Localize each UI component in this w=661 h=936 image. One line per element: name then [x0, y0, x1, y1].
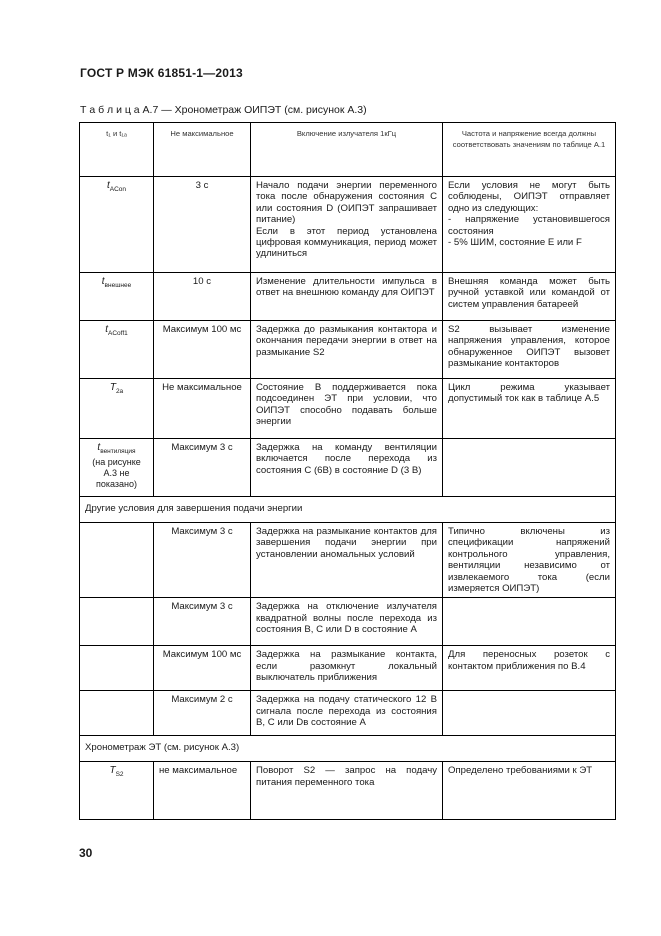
value-cell: Максимум 3 с: [154, 523, 251, 598]
description-cell: Задержка на отключение излучателя квадратной волны после перехода из состояния В, С или D в состояние А: [251, 598, 443, 646]
table-row: [80, 762, 616, 820]
section-heading-row: [80, 497, 616, 523]
description-cell: Изменение длительности импульса в ответ на внешнюю команду для ОИПЭТ: [251, 273, 443, 321]
comment-cell: Типично включены из спецификации напряжений контрольного управления, вентиляции независимо от извлекаемого тока (если измеряется ОИПЭТ): [443, 523, 616, 598]
header-col4: Частота и напряжение всегда должны соответствовать значениям по таблице А.1: [443, 123, 616, 177]
description-cell: Задержка на команду вентиляции включается после перехода из состояния С (6В) в состояние D (3 В): [251, 439, 443, 497]
header-col2: Не максимальное: [154, 123, 251, 177]
symbol-cell: $t_{ACoff1}$: [80, 321, 154, 379]
header-col3: Включение излучателя 1кГц: [251, 123, 443, 177]
symbol-cell: $T_{2a}$: [80, 379, 154, 439]
table-caption: Т а б л и ц а А.7 — Хронометраж ОИПЭТ (см. рисунок А.3): [80, 104, 367, 116]
symbol-cell: $t_{внешнее}$: [80, 273, 154, 321]
value-cell: Максимум 3 с: [154, 439, 251, 497]
value-cell: Максимум 3 с: [154, 598, 251, 646]
description-cell: Состояние В поддерживается пока подсоединен ЭТ при условии, что ОИПЭТ способно подавать больше энергии: [251, 379, 443, 439]
table-row: [80, 523, 616, 598]
comment-cell: [443, 439, 616, 497]
table-row: [80, 273, 616, 321]
table-header-row: [80, 123, 616, 177]
page-number: 30: [79, 846, 93, 860]
description-cell: Задержка до размыкания контактора и окончания передачи энергии в ответ на размыкание S2: [251, 321, 443, 379]
symbol-cell: [80, 691, 154, 736]
comment-cell: Для переносных розеток с контактом приближения по В.4: [443, 646, 616, 691]
value-cell: 10 с: [154, 273, 251, 321]
description-cell: Задержка на размыкание контакта, если разомкнут локальный выключатель приближения: [251, 646, 443, 691]
description-cell: Задержка на подачу статического 12 В сигнала после перехода из состояния В, С или Dв состояние А: [251, 691, 443, 736]
value-cell: Максимум 2 с: [154, 691, 251, 736]
section-heading-row: [80, 736, 616, 762]
symbol-cell: [80, 598, 154, 646]
table-row: [80, 439, 616, 497]
value-cell: Максимум 100 мс: [154, 321, 251, 379]
symbol-cell: [80, 523, 154, 598]
symbol-cell: $t_{ACon}$: [80, 177, 154, 273]
symbol-note: (на рисунке А.3 не показано): [92, 457, 141, 490]
timing-table: [79, 122, 616, 820]
comment-cell: Если условия не могут быть соблюдены, ОИПЭТ отправляет одно из следующих: - напряжение установившегося состояния - 5% ШИМ, состояние Е или F: [443, 177, 616, 273]
table-row: [80, 646, 616, 691]
table-row: [80, 177, 616, 273]
comment-cell: Цикл режима указывает допустимый ток как в таблице А.5: [443, 379, 616, 439]
description-cell: Задержка на размыкание контактов для завершения подачи энергии при установлении аномальных условий: [251, 523, 443, 598]
description-cell: Начало подачи энергии переменного тока после обнаружения состояния С или состояния D (ОИПЭТ запрашивает питание) Если в этот период установлена цифровая коммуникация, период может удлиниться: [251, 177, 443, 273]
header-col1: t₁ и t₁ₐ: [80, 123, 154, 177]
table-row: [80, 321, 616, 379]
value-cell: 3 с: [154, 177, 251, 273]
comment-cell: S2 вызывает изменение напряжения управления, которое обнаруженное ОИПЭТ вызовет размыкание контакторов: [443, 321, 616, 379]
section-title: Другие условия для завершения подачи энергии: [80, 497, 616, 523]
description-cell: Поворот S2 — запрос на подачу питания переменного тока: [251, 762, 443, 820]
value-cell: не максимальное: [154, 762, 251, 820]
value-cell: Максимум 100 мс: [154, 646, 251, 691]
comment-cell: [443, 598, 616, 646]
comment-cell: Внешняя команда может быть ручной уставкой или командой от систем управления батареей: [443, 273, 616, 321]
table-row: [80, 691, 616, 736]
document-header: ГОСТ Р МЭК 61851-1—2013: [80, 66, 243, 80]
symbol-cell: [80, 646, 154, 691]
table-row: [80, 379, 616, 439]
section-title: Хронометраж ЭТ (см. рисунок А.3): [80, 736, 616, 762]
symbol-cell: $t_{вентиляция}$ (на рисунке А.3 не показано): [80, 439, 154, 497]
value-cell: Не максимальное: [154, 379, 251, 439]
symbol-cell: $T_{S2}$: [80, 762, 154, 820]
table-row: [80, 598, 616, 646]
comment-cell: [443, 691, 616, 736]
comment-cell: Определено требованиями к ЭТ: [443, 762, 616, 820]
